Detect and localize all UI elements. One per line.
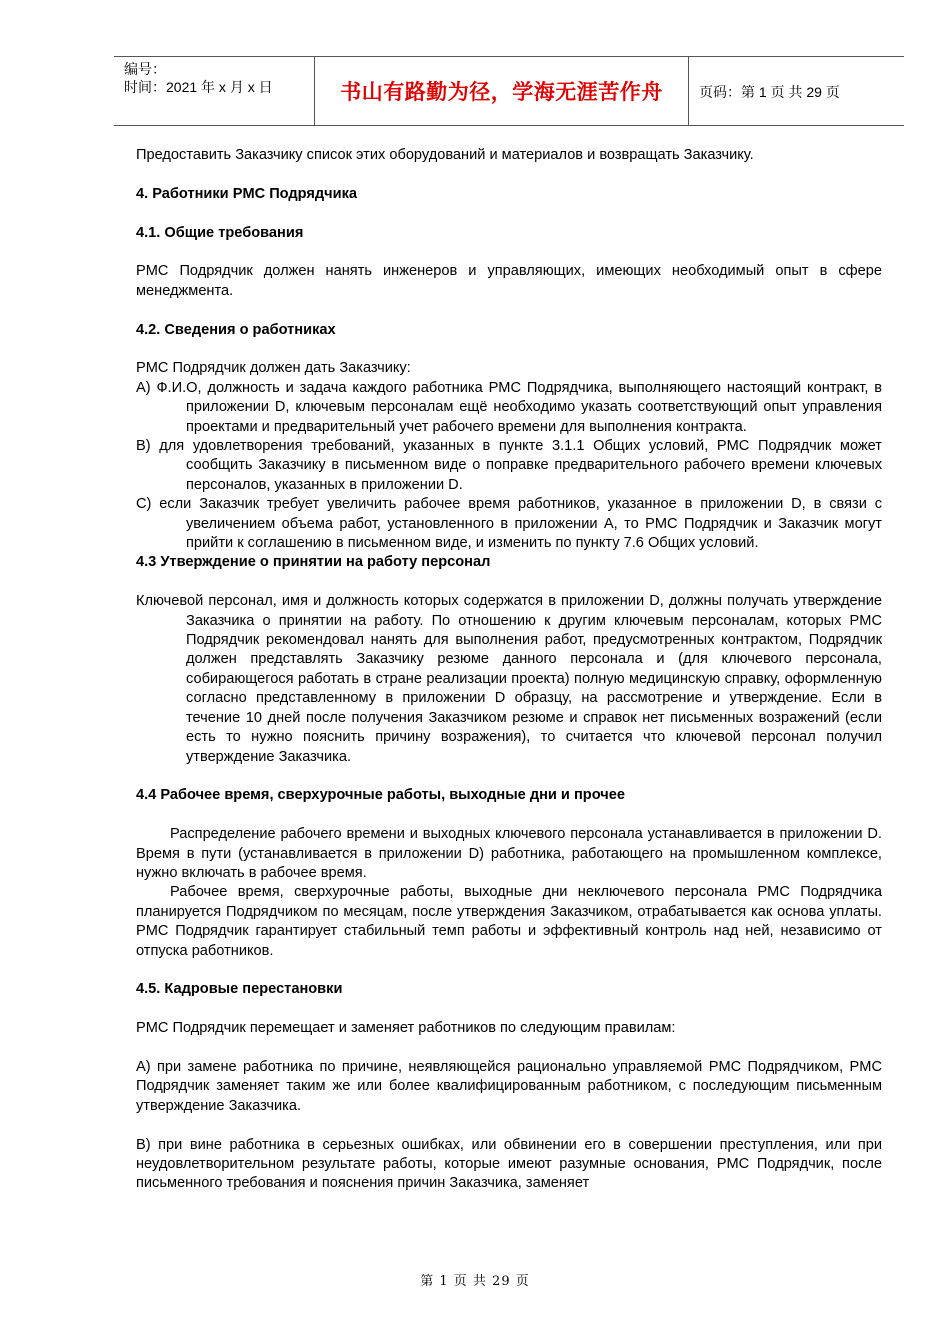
list-item-4-5-a: A) при замене работника по причине, неявляющейся рационально управляемой PMC Подрядчиком, PMC Подрядчик заменяет таким же или более квалифицированным работником, с последующим письменным утверждение Заказчика. (136, 1058, 882, 1114)
header-motto-cell (315, 57, 689, 125)
paragraph-4-4-2: Рабочее время, сверхурочные работы, выходные дни неключевого персонала PMC Подрядчика планируется Подрядчиком по месяцам, после утверждения Заказчиком, отрабатывается как основа уплаты. PMC Подрядчик гарантирует стабильный темп работы и эффективный контроль над ней, независимо от отпуска работников. (136, 884, 882, 959)
list-item-4-5-b: B) при вине работника в серьезных ошибках, или обвинении его в совершении преступления, или при неудовлетворительном результате работы, которые имеют разумные основания, PMC Подрядчик, после письменного требования и пояснения причин Заказчика, заменяет (136, 1136, 882, 1192)
paragraph-4-1: PMC Подрядчик должен нанять инженеров и управляющих, имеющих необходимый опыт в сфере менеджмента. (136, 263, 882, 299)
document-body (136, 146, 882, 1194)
section-heading-4-1: 4.1. Общие требования (136, 224, 304, 241)
paragraph-4-5-intro: PMC Подрядчик перемещает и заменяет работников по следующим правилам: (136, 1020, 676, 1037)
document-date-label: 时间：2021 年 x 月 x 日 (124, 79, 273, 95)
header-page-cell (689, 57, 904, 125)
paragraph-4-3: Ключевой персонал, имя и должность которых содержатся в приложении D, должны получать утверждение Заказчика о принятии на работу. По отношению к другим ключевым персоналам, которых PMC Подрядчик рекомендовал нанять для выполнения работ, предусмотренных контрактом, Подрядчик должен представлять Заказчику резюме данного персонала и (для ключевого персонала, собирающегося работать в стране реализации проекта) полную медицинскую справку, оформленную согласно представленному в приложении D образцу, на рассмотрение и утверждение. Если в течение 10 дней после получения Заказчиком резюме и справок нет письменных возражений (если есть то нужно пояснить причину возражения), то считается что ключевой персонал получил утверждение Заказчика. (136, 593, 882, 765)
header-page-info: 页码：第 1 页 共 29 页 (699, 84, 840, 100)
section-heading-4-3: 4.3 Утверждение о принятии на работу персонал (136, 554, 491, 571)
section-heading-4-2: 4.2. Сведения о работниках (136, 321, 336, 338)
list-item-4-2-a: A) Ф.И.О, должность и задача каждого работника PMC Подрядчика, выполняющего настоящий контракт, в приложении D, ключевым персоналам ещё необходимо указать соответствующий опыт управления проектами и предварительный учет рабочего времени для выполнения контракта. (136, 379, 882, 435)
paragraph-equipment-list: Предоставить Заказчику список этих оборудований и материалов и возвращать Заказчику. (136, 147, 754, 163)
paragraph-4-4-1: Распределение рабочего времени и выходных ключевого персонала устанавливается в приложении D. Время в пути (устанавливается в приложении D) работника, работающего на промышленном комплексе, нужно включать в рабочее время. (136, 826, 882, 881)
section-heading-4-4: 4.4 Рабочее время, сверхурочные работы, выходные дни и прочее (136, 787, 625, 804)
paragraph-4-2-intro: PMC Подрядчик должен дать Заказчику: (136, 360, 411, 377)
page-footer: 第 1 页 共 29 页 (420, 1274, 530, 1289)
list-item-4-2-c: C) если Заказчик требует увеличить рабочее время работников, указанное в приложении D, в связи с увеличением объема работ, установленного в приложении A, то PMC Подрядчик и Заказчик могут прийти к соглашению в письменном виде, и изменить по пункту 7.6 Общих условий. (136, 496, 882, 552)
header-meta-cell (114, 57, 315, 125)
header-motto: 书山有路勤为径，学海无涯苦作舟 (340, 80, 663, 104)
list-item-4-2-b: B) для удовлетворения требований, указанных в пункте 3.1.1 Общих условий, PMC Подрядчик может сообщить Заказчику в письменном виде о поправке предварительного рабочего времени ключевых персоналов, указанных в приложении D. (136, 438, 882, 493)
header-table (114, 56, 904, 126)
section-heading-4-5: 4.5. Кадровые перестановки (136, 981, 343, 998)
document-number-label: 编号： (124, 61, 166, 77)
section-heading-4: 4. Работники PMC Подрядчика (136, 185, 358, 202)
